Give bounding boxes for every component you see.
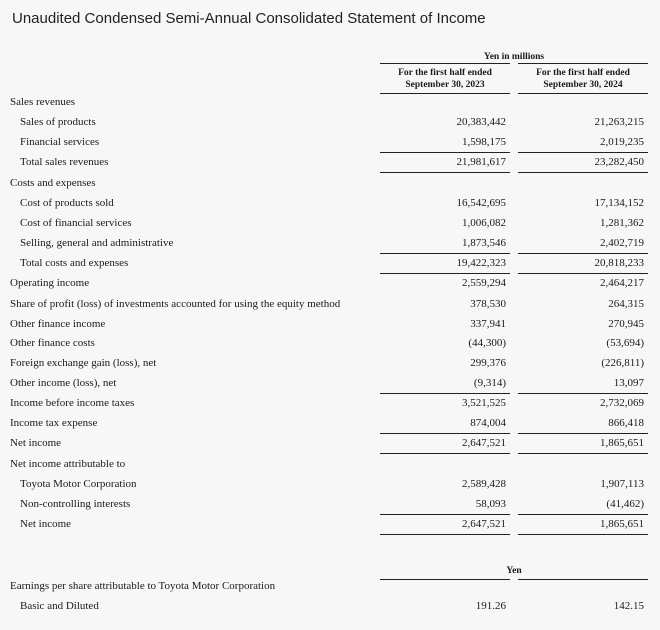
table-row	[0, 374, 660, 394]
table-row	[0, 295, 660, 315]
value-2023: 21,981,617	[456, 156, 506, 168]
unit-header: Yen in millions	[483, 52, 545, 62]
total-row	[0, 153, 660, 173]
row-label: Income tax expense	[10, 417, 98, 429]
value-2023: 299,376	[470, 357, 506, 369]
value-2024: 1,865,651	[600, 437, 644, 449]
value-2023: 191.26	[475, 600, 506, 612]
value-2024: 13,097	[613, 377, 644, 389]
table-row	[0, 334, 660, 354]
table-row	[0, 414, 660, 434]
total-row	[0, 515, 660, 535]
value-2024: 2,464,217	[600, 277, 644, 289]
row-label: Basic and Diluted	[20, 600, 99, 612]
value-2023: 2,647,521	[462, 437, 506, 449]
column-header-line: September 30, 2024	[543, 80, 623, 90]
value-2023: 337,941	[470, 318, 506, 330]
eps-unit-header: Yen	[506, 566, 522, 576]
value-2024: 264,315	[608, 298, 644, 310]
row-label: Cost of products sold	[20, 197, 114, 209]
section-heading-row	[0, 93, 660, 113]
statement-title: Unaudited Condensed Semi-Annual Consolidated Statement of Income	[12, 10, 486, 27]
row-label: Non-controlling interests	[20, 498, 131, 510]
value-2024: 1,281,362	[600, 217, 644, 229]
value-2023: 1,873,546	[462, 237, 506, 249]
table-row	[0, 315, 660, 335]
row-label: Income before income taxes	[10, 397, 135, 409]
table-row	[0, 194, 660, 214]
row-label: Toyota Motor Corporation	[20, 478, 137, 490]
section-heading-row	[0, 455, 660, 475]
table-row	[0, 113, 660, 133]
value-2024: (226,811)	[601, 357, 644, 369]
row-label: Other income (loss), net	[10, 377, 117, 389]
value-2023: 2,647,521	[462, 518, 506, 530]
row-label: Selling, general and administrative	[20, 237, 174, 249]
value-2024: 1,907,113	[600, 478, 644, 490]
value-2023: 3,521,525	[462, 397, 506, 409]
row-label: Total sales revenues	[20, 156, 109, 168]
table-row	[0, 354, 660, 374]
value-2024: 2,732,069	[600, 397, 644, 409]
value-2024: 21,263,215	[594, 116, 644, 128]
value-2024: 2,402,719	[600, 237, 644, 249]
value-2024: 270,945	[608, 318, 644, 330]
table-row	[0, 597, 660, 617]
value-2024: 23,282,450	[594, 156, 644, 168]
value-2023: 16,542,695	[456, 197, 506, 209]
value-2023: (9,314)	[473, 377, 506, 389]
row-label: Share of profit (loss) of investments accounted for using the equity method	[10, 298, 341, 310]
row-label: Earnings per share attributable to Toyota Motor Corporation	[10, 580, 276, 592]
row-label: Total costs and expenses	[20, 257, 129, 269]
column-header-line: September 30, 2023	[405, 80, 485, 90]
row-label: Sales of products	[20, 116, 96, 128]
section-heading-row	[0, 174, 660, 194]
value-2024: 1,865,651	[600, 518, 644, 530]
value-2023: (44,300)	[468, 337, 506, 349]
row-label: Other finance costs	[10, 337, 95, 349]
table-row	[0, 234, 660, 254]
row-label: Cost of financial services	[20, 217, 132, 229]
row-label: Sales revenues	[10, 96, 76, 108]
column-header-line: For the first half ended	[536, 68, 630, 78]
value-2024: 2,019,235	[600, 136, 644, 148]
value-2024: (41,462)	[606, 498, 644, 510]
row-label: Costs and expenses	[10, 177, 96, 189]
table-row	[0, 475, 660, 495]
section-heading-row	[0, 577, 660, 597]
value-2023: 2,589,428	[462, 478, 506, 490]
value-2023: 1,598,175	[462, 136, 506, 148]
value-2024: 142.15	[613, 600, 644, 612]
row-label: Net income	[10, 437, 62, 449]
value-2024: 17,134,152	[594, 197, 644, 209]
value-2023: 874,004	[470, 417, 506, 429]
column-header-line: For the first half ended	[398, 68, 492, 78]
row-label: Net income	[20, 518, 72, 530]
row-label: Operating income	[10, 277, 90, 289]
row-label: Other finance income	[10, 318, 106, 330]
table-row	[0, 394, 660, 414]
value-2023: 19,422,323	[456, 257, 506, 269]
table-row	[0, 214, 660, 234]
value-2023: 378,530	[470, 298, 506, 310]
column-header-2023	[380, 67, 510, 91]
column-header-2024	[518, 67, 648, 91]
total-row	[0, 434, 660, 454]
value-2023: 58,093	[475, 498, 506, 510]
table-row	[0, 495, 660, 515]
row-label: Net income attributable to	[10, 458, 126, 470]
value-2024: 20,818,233	[594, 257, 644, 269]
table-row	[0, 274, 660, 294]
value-2023: 2,559,294	[462, 277, 506, 289]
value-2024: (53,694)	[606, 337, 644, 349]
row-label: Financial services	[20, 136, 100, 148]
value-2023: 1,006,082	[462, 217, 506, 229]
unit-header-rule	[518, 63, 648, 64]
total-row	[0, 254, 660, 274]
value-2023: 20,383,442	[456, 116, 506, 128]
unit-header-rule	[380, 63, 510, 64]
value-2024: 866,418	[608, 417, 644, 429]
row-label: Foreign exchange gain (loss), net	[10, 357, 157, 369]
table-row	[0, 133, 660, 153]
